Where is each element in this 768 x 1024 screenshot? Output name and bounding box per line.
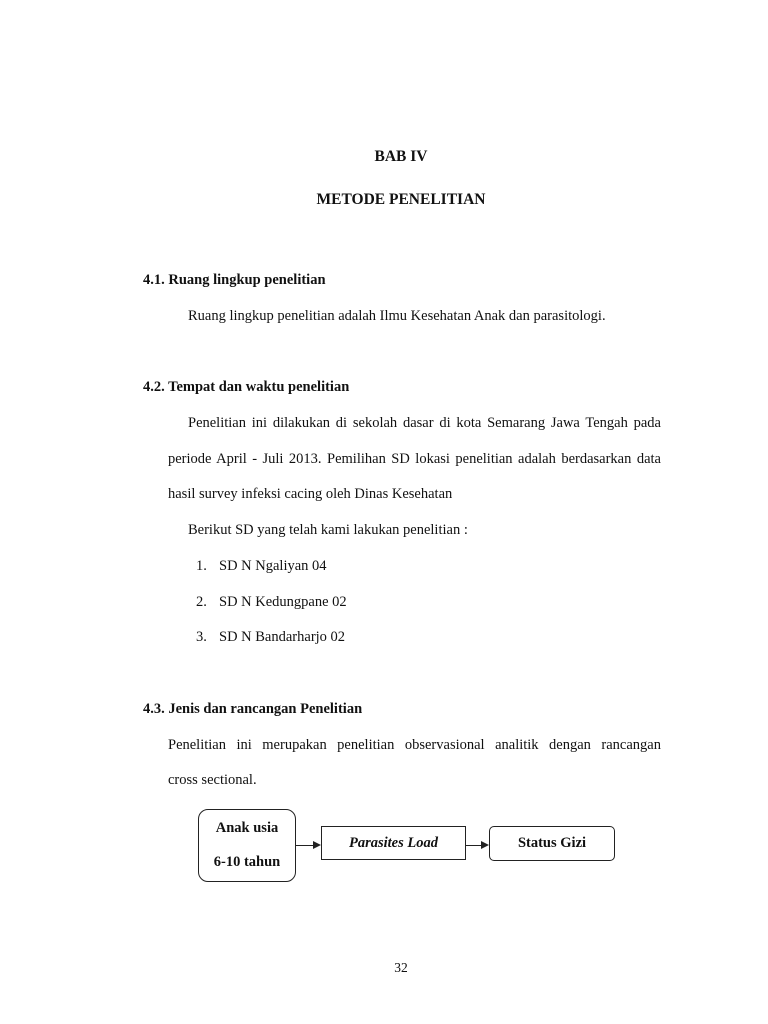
list-item-number: 2. [196,594,207,610]
diagram-arrow-2-head [481,841,489,849]
diagram-box-parasites-load: Parasites Load [321,826,466,860]
list-item-number: 1. [196,558,207,574]
section-4-3-line-1: Penelitian ini merupakan penelitian observasional analitik dengan rancangan [168,737,661,753]
section-heading-4-3: 4.3. Jenis dan rancangan Penelitian [143,701,363,717]
diagram-box-status-gizi: Status Gizi [489,826,615,861]
diagram-box-subjects-line-1: Anak usia [215,820,279,836]
chapter-title: METODE PENELITIAN [316,191,486,208]
school-list-intro: Berikut SD yang telah kami lakukan penelitian : [188,522,468,538]
page-number: 32 [394,960,408,975]
diagram-arrow-1-head [313,841,321,849]
diagram-arrow-1-line [296,845,314,846]
diagram-box-subjects [198,809,296,882]
section-heading-4-1: 4.1. Ruang lingkup penelitian [143,272,326,288]
section-heading-4-2: 4.2. Tempat dan waktu penelitian [143,379,350,395]
diagram-box-subjects-line-2: 6-10 tahun [213,854,281,870]
diagram-arrow-2-line [466,845,482,846]
list-item: SD N Ngaliyan 04 [219,558,327,574]
section-4-2-line-2: periode April - Juli 2013. Pemilihan SD lokasi penelitian adalah berdasarkan data [168,451,661,467]
section-4-3-line-2: cross sectional. [168,772,257,788]
section-4-1-paragraph: Ruang lingkup penelitian adalah Ilmu Kesehatan Anak dan parasitologi. [188,308,606,324]
chapter-number: BAB IV [374,148,428,165]
section-4-2-line-1: Penelitian ini dilakukan di sekolah dasar di kota Semarang Jawa Tengah pada [188,415,661,431]
section-4-2-line-3: hasil survey infeksi cacing oleh Dinas Kesehatan [168,486,453,502]
list-item: SD N Bandarharjo 02 [219,629,346,645]
list-item-number: 3. [196,629,207,645]
list-item: SD N Kedungpane 02 [219,594,347,610]
